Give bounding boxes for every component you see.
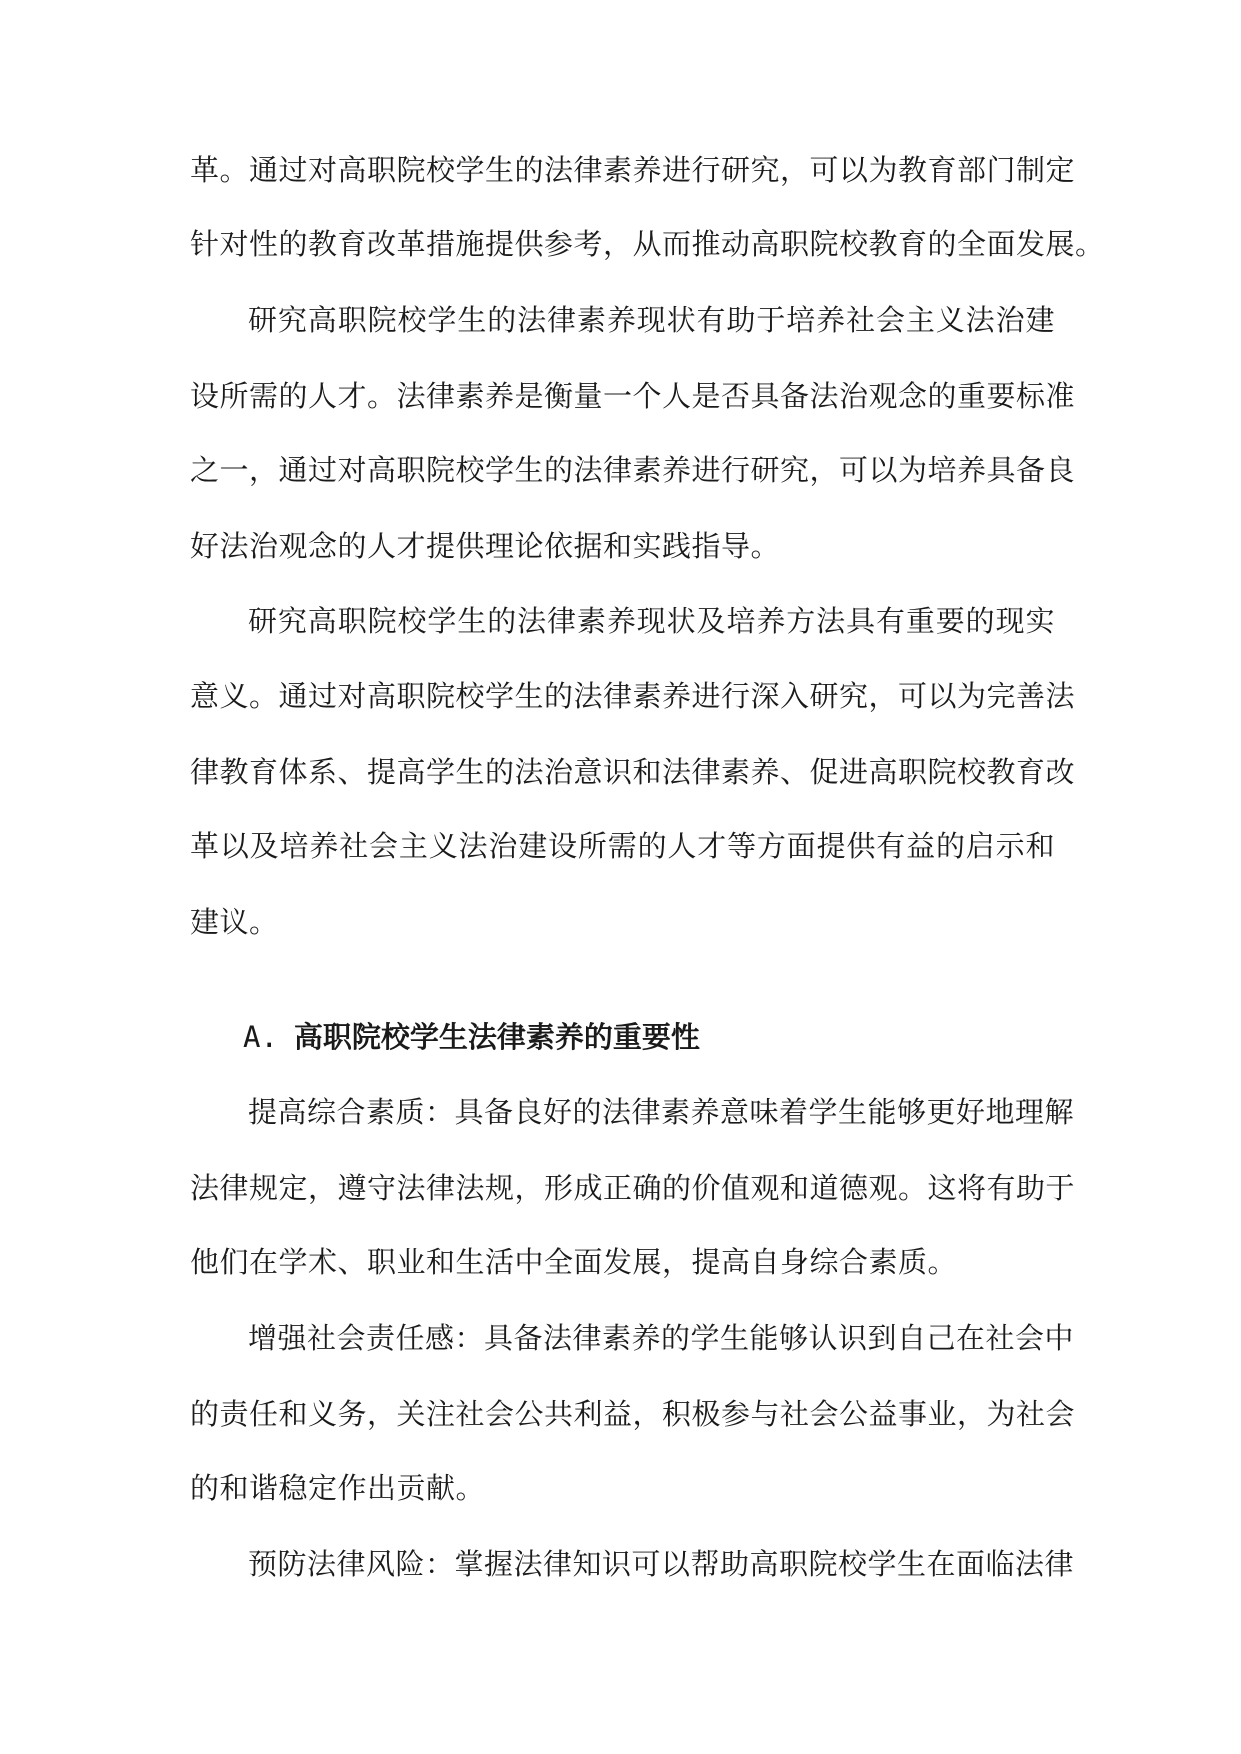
- text-line: 研究高职院校学生的法律素养现状及培养方法具有重要的现实: [248, 604, 1055, 638]
- text-line: 设所需的人才。法律素养是衡量一个人是否具备法治观念的重要标准: [190, 379, 1076, 413]
- text-line: 研究高职院校学生的法律素养现状有助于培养社会主义法治建: [248, 303, 1055, 337]
- text-line: 革以及培养社会主义法治建设所需的人才等方面提供有益的启示和: [190, 829, 1055, 863]
- text-line: 提高综合素质：具备良好的法律素养意味着学生能够更好地理解: [248, 1095, 1075, 1129]
- text-line: 之一，通过对高职院校学生的法律素养进行研究，可以为培养具备良: [190, 453, 1076, 487]
- text-line: 革。通过对高职院校学生的法律素养进行研究，可以为教育部门制定: [190, 153, 1076, 187]
- text-line: 增强社会责任感：具备法律素养的学生能够认识到自己在社会中: [248, 1321, 1075, 1355]
- text-line: 预防法律风险：掌握法律知识可以帮助高职院校学生在面临法律: [248, 1547, 1075, 1581]
- text-line: 意义。通过对高职院校学生的法律素养进行深入研究，可以为完善法: [190, 679, 1076, 713]
- section-marker: A.: [243, 1020, 278, 1054]
- text-line: 针对性的教育改革措施提供参考，从而推动高职院校教育的全面发展。: [190, 227, 1105, 261]
- text-line: 的责任和义务，关注社会公共利益，积极参与社会公益事业，为社会: [190, 1397, 1076, 1431]
- text-line: 律教育体系、提高学生的法治意识和法律素养、促进高职院校教育改: [190, 755, 1076, 789]
- text-line: 好法治观念的人才提供理论依据和实践指导。: [190, 529, 781, 563]
- text-line: 他们在学术、职业和生活中全面发展，提高自身综合素质。: [190, 1245, 958, 1279]
- text-line: 建议。: [190, 905, 279, 939]
- text-line: 法律规定，遵守法律法规，形成正确的价值观和道德观。这将有助于: [190, 1171, 1076, 1205]
- section-heading: [243, 1017, 700, 1057]
- section-title: 高职院校学生法律素养的重要性: [293, 1020, 700, 1054]
- text-line: 的和谐稳定作出贡献。: [190, 1471, 486, 1505]
